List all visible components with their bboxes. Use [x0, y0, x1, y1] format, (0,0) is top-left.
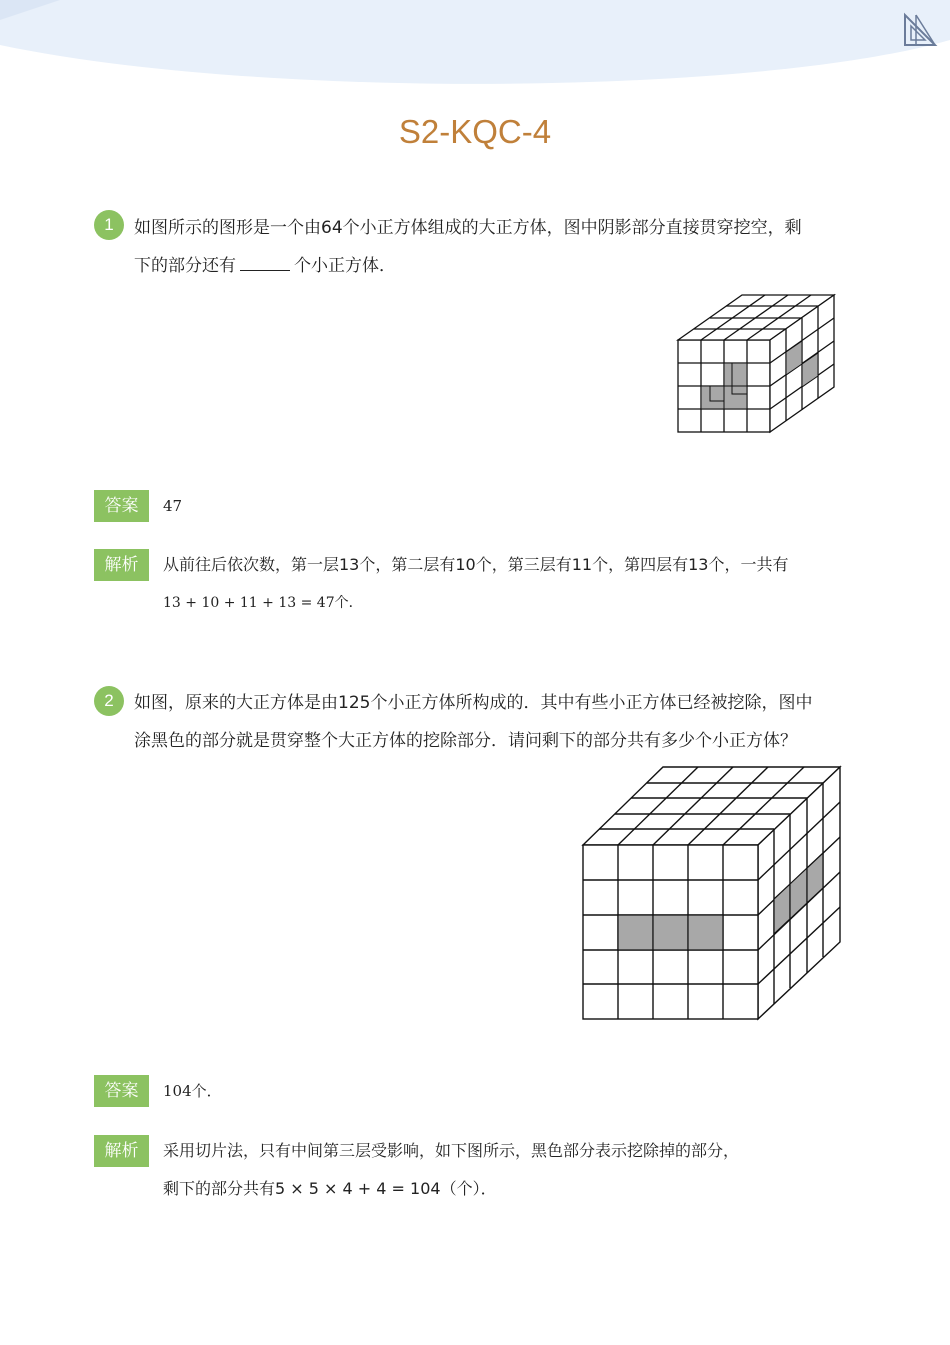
solution-line: 剩下的部分共有5 × 5 × 4 + 4 = 104（个）．: [163, 1179, 497, 1198]
cube-figure-1: [672, 290, 842, 440]
answer-blank: [240, 252, 290, 271]
page-title: S2-KQC-4: [398, 113, 552, 150]
problem-text-line: 涂黑色的部分就是贯穿整个大正方体的挖除部分．请问剩下的部分共有多少个小正方体？: [134, 731, 797, 751]
answer-value: 104个．: [163, 1082, 222, 1100]
header-wave: [0, 0, 950, 90]
problem-text-line: [134, 247, 854, 285]
answer-value: 47: [163, 497, 183, 515]
problem-text: [134, 209, 854, 285]
solution-line: 从前往后依次数，第一层13个，第二层有10个，第三层有11个，第四层有13个，一共有: [163, 555, 789, 574]
solution-line: 采用切片法，只有中间第三层受影响，如下图所示，黑色部分表示挖除掉的部分，: [163, 1141, 740, 1160]
answer-label: 答案: [94, 1075, 149, 1107]
problem-text-part: 个小正方体．: [294, 256, 396, 276]
triangle-ruler-logo-icon: [902, 12, 938, 48]
problem-number-badge: 1: [94, 210, 124, 240]
solution-line: 13 + 10 + 11 + 13 = 47个．: [163, 595, 363, 611]
cube-figure-2: [578, 762, 848, 1027]
solution-text: [163, 1132, 863, 1208]
problem-text-line: 如图，原来的大正方体是由125个小正方体所构成的．其中有些小正方体已经被挖除，图中: [134, 693, 813, 713]
answer-label: 答案: [94, 490, 149, 522]
problem-text: [134, 684, 854, 760]
problem-number-badge: 2: [94, 686, 124, 716]
problem-text-part: 下的部分还有: [134, 256, 236, 276]
solution-text: [163, 546, 863, 622]
solution-label: 解析: [94, 1135, 149, 1167]
problem-text-line: 如图所示的图形是一个由64个小正方体组成的大正方体，图中阴影部分直接贯穿挖空，剩: [134, 218, 802, 238]
solution-label: 解析: [94, 549, 149, 581]
